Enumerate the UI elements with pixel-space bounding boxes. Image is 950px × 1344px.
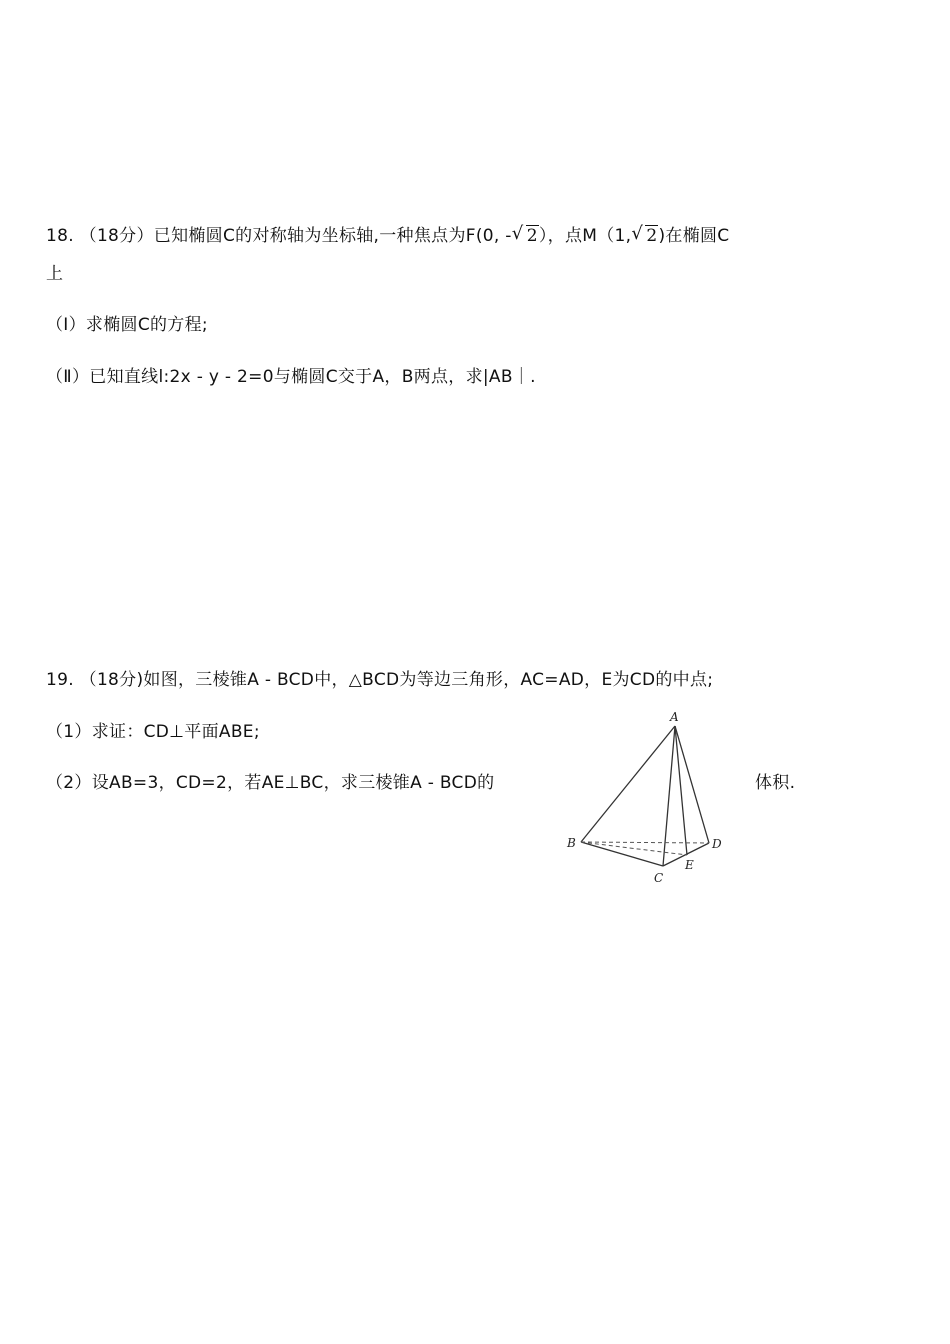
sqrt-two: √ 2 [631,223,658,246]
edge-be-hidden [581,842,687,855]
edge-ac [663,726,675,866]
q19-part2-post: 体积. [755,773,796,793]
edge-bc [581,842,663,866]
q18-text-post: )在椭圆C [658,226,730,246]
edge-bd-hidden [581,842,709,843]
q19-part2-pre: （2）设AB=3，CD=2，若AE⊥BC，求三棱锥A - BCD的 [46,773,495,793]
q18-line1 [46,224,729,248]
q18-text-pre: 18. （18分）已知椭圆C的对称轴为坐标轴,一种焦点为F(0, - [46,226,512,246]
q19-part1: （1）求证：CD⊥平面ABE; [46,722,260,742]
q18-text-mid: ），点M（1, [538,226,632,246]
label-a: A [670,710,679,724]
label-d: D [712,837,722,851]
q18-line2: 上 [46,264,64,284]
q19-line1: 19. （18分)如图，三棱锥A - BCD中，△BCD为等边三角形，AC=AD，E为CD的中点; [46,670,714,690]
tetrahedron-figure [563,708,738,888]
label-e: E [685,858,694,872]
label-b: B [567,836,576,850]
sqrt-two: √ 2 [511,223,538,246]
tetrahedron-svg [563,708,738,888]
edge-ab [581,726,675,842]
q18-part2: （Ⅱ）已知直线l:2x - y - 2=0与椭圆C交于A，B两点，求|AB｜. [46,367,536,387]
q18-part1: （Ⅰ）求椭圆C的方程; [46,315,208,335]
label-c: C [654,871,664,885]
